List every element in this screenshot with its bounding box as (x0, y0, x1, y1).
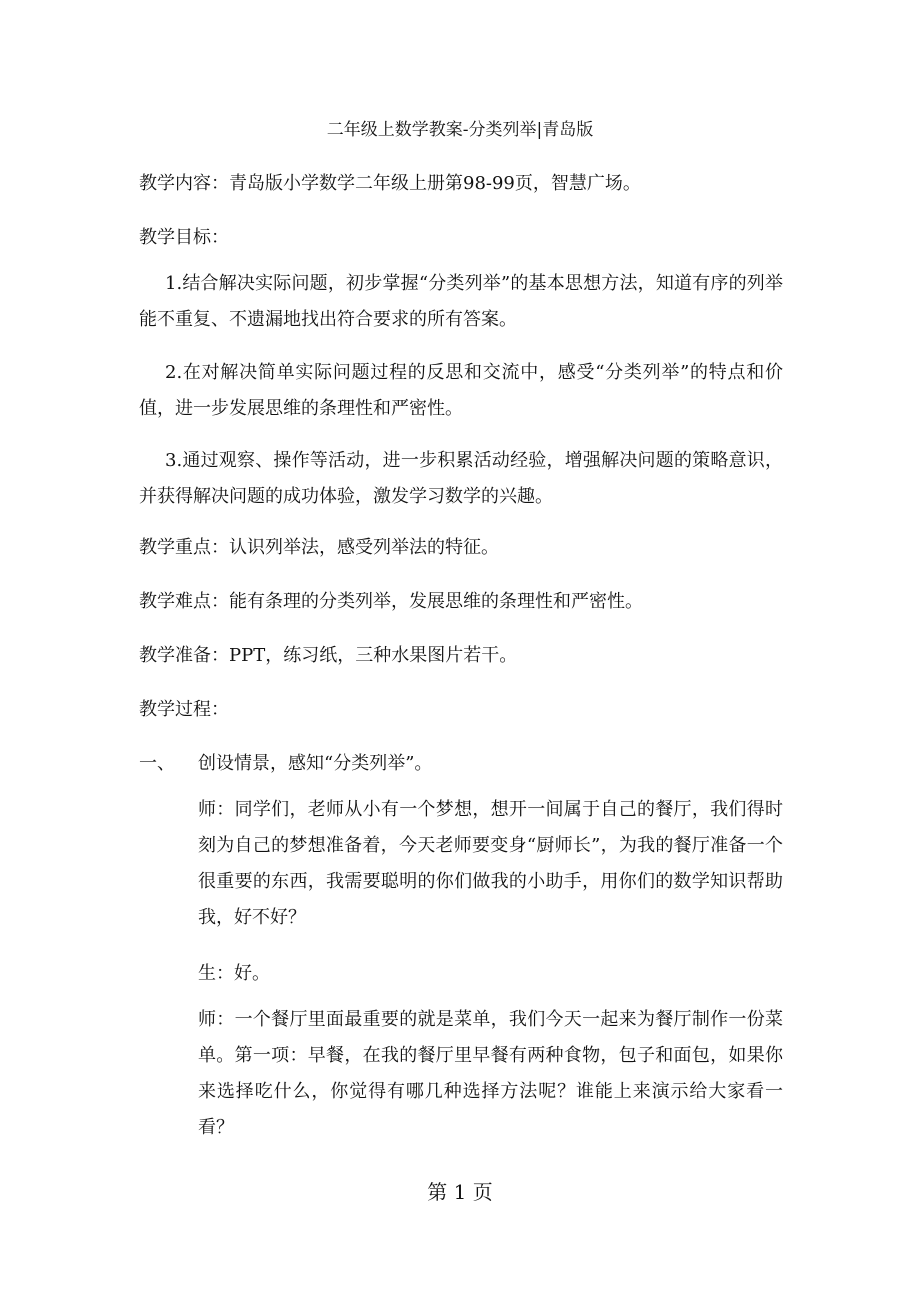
preparation: 教学准备：PPT，练习纸，三种水果图片若干。 (139, 645, 518, 666)
section-title: 创设情景，感知“分类列举”。 (198, 753, 433, 774)
dialogue-student: 生：好。 (198, 963, 270, 984)
key-point: 教学重点：认识列举法，感受列举法的特征。 (139, 537, 499, 558)
goals-heading: 教学目标： (139, 227, 229, 248)
process-heading: 教学过程： (139, 699, 229, 720)
goal-item: 3.通过观察、操作等活动，进一步积累活动经验，增强解决问题的策略意识，并获得解决问题的成功体验，激发学习数学的兴趣。 (139, 450, 783, 507)
difficulty: 教学难点：能有条理的分类列举，发展思维的条理性和严密性。 (139, 591, 643, 612)
teaching-content: 教学内容：青岛版小学数学二年级上册第98-99页，智慧广场。 (139, 173, 641, 194)
page-number: 第 1 页 (427, 1180, 493, 1204)
dialogue-teacher: 师：同学们，老师从小有一个梦想，想开一间属于自己的餐厅，我们得时刻为自己的梦想准备着，今天老师要变身“厨师长”，为我的餐厅准备一个很重要的东西，我需要聪明的你们做我的小助手，用你们的数学知识帮助我，好不好？ (198, 799, 783, 928)
goal-item: 1.结合解决实际问题，初步掌握“分类列举”的基本思想方法，知道有序的列举能不重复、不遗漏地找出符合要求的所有答案。 (139, 273, 783, 330)
section-number: 一、 (139, 753, 175, 774)
goal-item: 2.在对解决简单实际问题过程的反思和交流中，感受“分类列举”的特点和价值，进一步发展思维的条理性和严密性。 (139, 362, 783, 419)
document-title: 二年级上数学教案-分类列举|青岛版 (326, 120, 594, 140)
dialogue-teacher: 师：一个餐厅里面最重要的就是菜单，我们今天一起来为餐厅制作一份菜单。第一项：早餐，在我的餐厅里早餐有两种食物，包子和面包，如果你来选择吃什么，你觉得有哪几种选择方法呢？谁能上来演示给大家看一看？ (198, 1009, 783, 1138)
